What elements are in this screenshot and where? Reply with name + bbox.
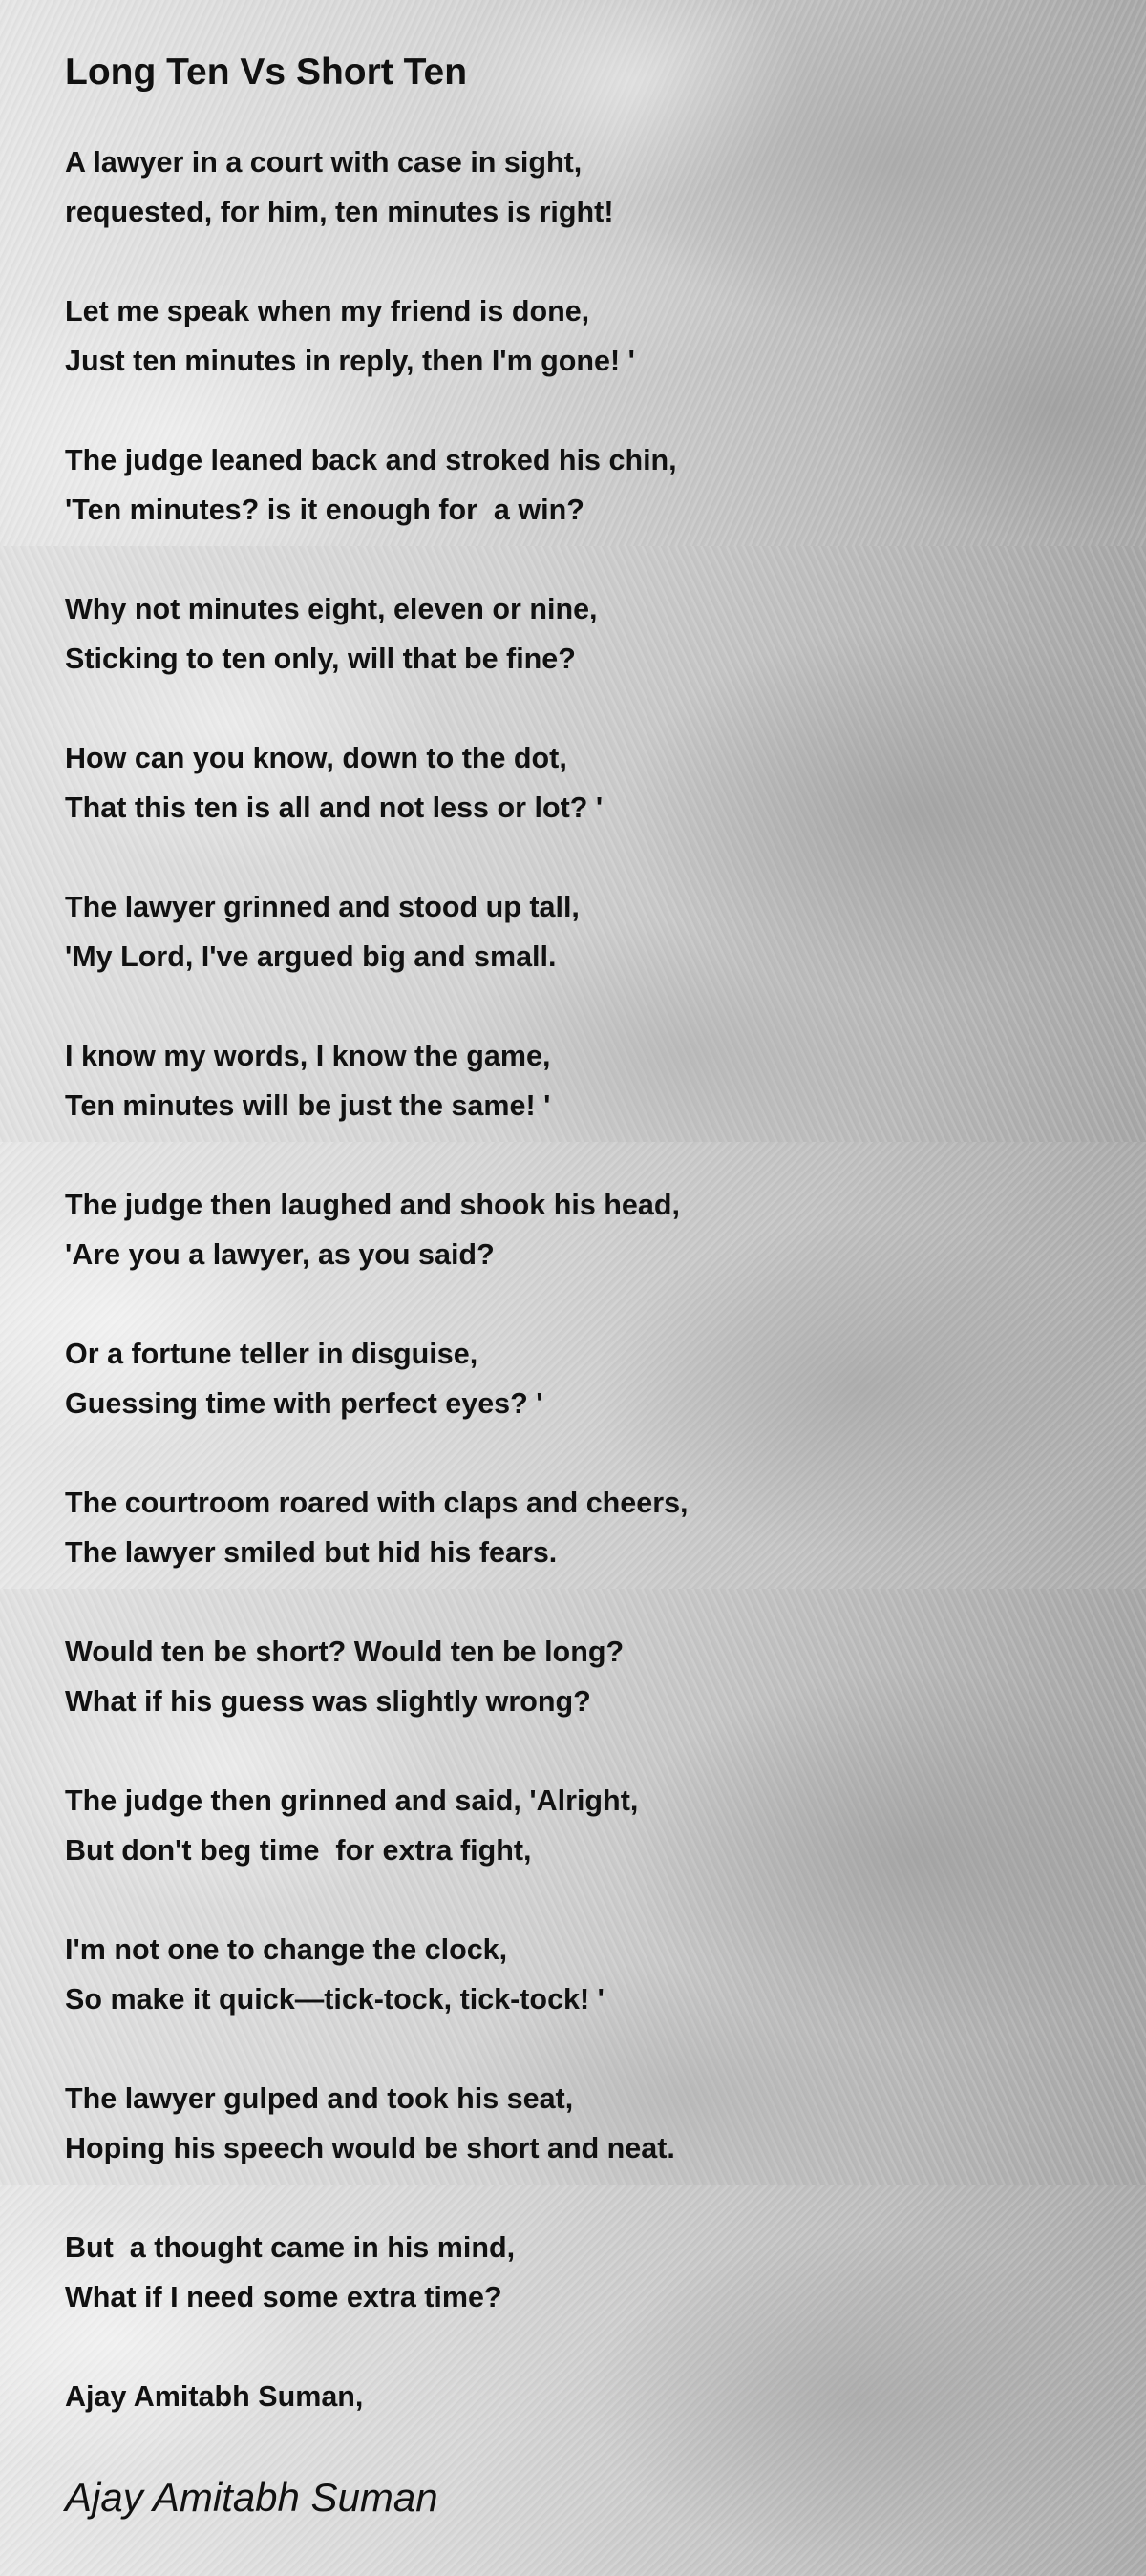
poem-line: So make it quick—tick-tock, tick-tock! ' — [65, 1983, 605, 2016]
poem-line: How can you know, down to the dot, — [65, 742, 567, 774]
poem-line: Let me speak when my friend is done, — [65, 295, 590, 327]
poem-line: Or a fortune teller in disguise, — [65, 1338, 478, 1370]
poem-line: Sticking to ten only, will that be fine? — [65, 643, 576, 675]
poem-line: A lawyer in a court with case in sight, — [65, 146, 583, 179]
poem-line: 'Ten minutes? is it enough for a win? — [65, 494, 584, 526]
poem-line: I know my words, I know the game, — [65, 1040, 551, 1072]
stanza-13 — [65, 1925, 1096, 2024]
poem-line: The judge leaned back and stroked his chin, — [65, 444, 677, 476]
stanza-3 — [65, 435, 1096, 535]
poem-line: The lawyer gulped and took his seat, — [65, 2082, 574, 2115]
poem-line: 'My Lord, I've argued big and small. — [65, 940, 557, 973]
poem-line: Just ten minutes in reply, then I'm gone! ' — [65, 345, 635, 377]
poem-line: What if his guess was slightly wrong? — [65, 1685, 591, 1718]
poem-body — [65, 137, 1096, 2523]
stanza-7 — [65, 1031, 1096, 1130]
poem-line: The courtroom roared with claps and cheers, — [65, 1487, 689, 1519]
poem-line: The lawyer smiled but hid his fears. — [65, 1536, 558, 1569]
stanza-1 — [65, 137, 1096, 237]
stanza-8 — [65, 1180, 1096, 1279]
poem-line: Guessing time with perfect eyes? ' — [65, 1387, 543, 1420]
stanza-15 — [65, 2223, 1096, 2322]
poem-line: 'Are you a lawyer, as you said? — [65, 1238, 495, 1271]
poem-line: requested, for him, ten minutes is right! — [65, 196, 614, 228]
author-credit: Ajay Amitabh Suman, — [65, 2380, 364, 2413]
poem-line: Would ten be short? Would ten be long? — [65, 1636, 625, 1668]
poem-line: The judge then grinned and said, 'Alright, — [65, 1784, 639, 1817]
poem-line: That this ten is all and not less or lot? ' — [65, 792, 604, 824]
poem-line: Ten minutes will be just the same! ' — [65, 1089, 551, 1122]
stanza-10 — [65, 1478, 1096, 1577]
stanza-11 — [65, 1627, 1096, 1726]
stanza-9 — [65, 1329, 1096, 1428]
author-signature: Ajay Amitabh Suman — [65, 2475, 438, 2520]
stanza-14 — [65, 2074, 1096, 2173]
stanza-12 — [65, 1776, 1096, 1875]
poem-title: Long Ten Vs Short Ten — [65, 52, 468, 93]
poem-line: I'm not one to change the clock, — [65, 1933, 508, 1966]
poem-line: But a thought came in his mind, — [65, 2231, 516, 2264]
stanza-4 — [65, 584, 1096, 684]
poem-line: What if I need some extra time? — [65, 2281, 502, 2313]
stanza-2 — [65, 286, 1096, 386]
stanza-5 — [65, 733, 1096, 833]
poem-line: The judge then laughed and shook his head, — [65, 1189, 680, 1221]
poem-card — [65, 50, 1096, 2523]
poem-line: Hoping his speech would be short and neat. — [65, 2132, 675, 2164]
poem-line: But don't beg time for extra fight, — [65, 1834, 532, 1867]
poem-line: Why not minutes eight, eleven or nine, — [65, 593, 598, 625]
stanza-6 — [65, 882, 1096, 982]
poem-line: The lawyer grinned and stood up tall, — [65, 891, 580, 923]
